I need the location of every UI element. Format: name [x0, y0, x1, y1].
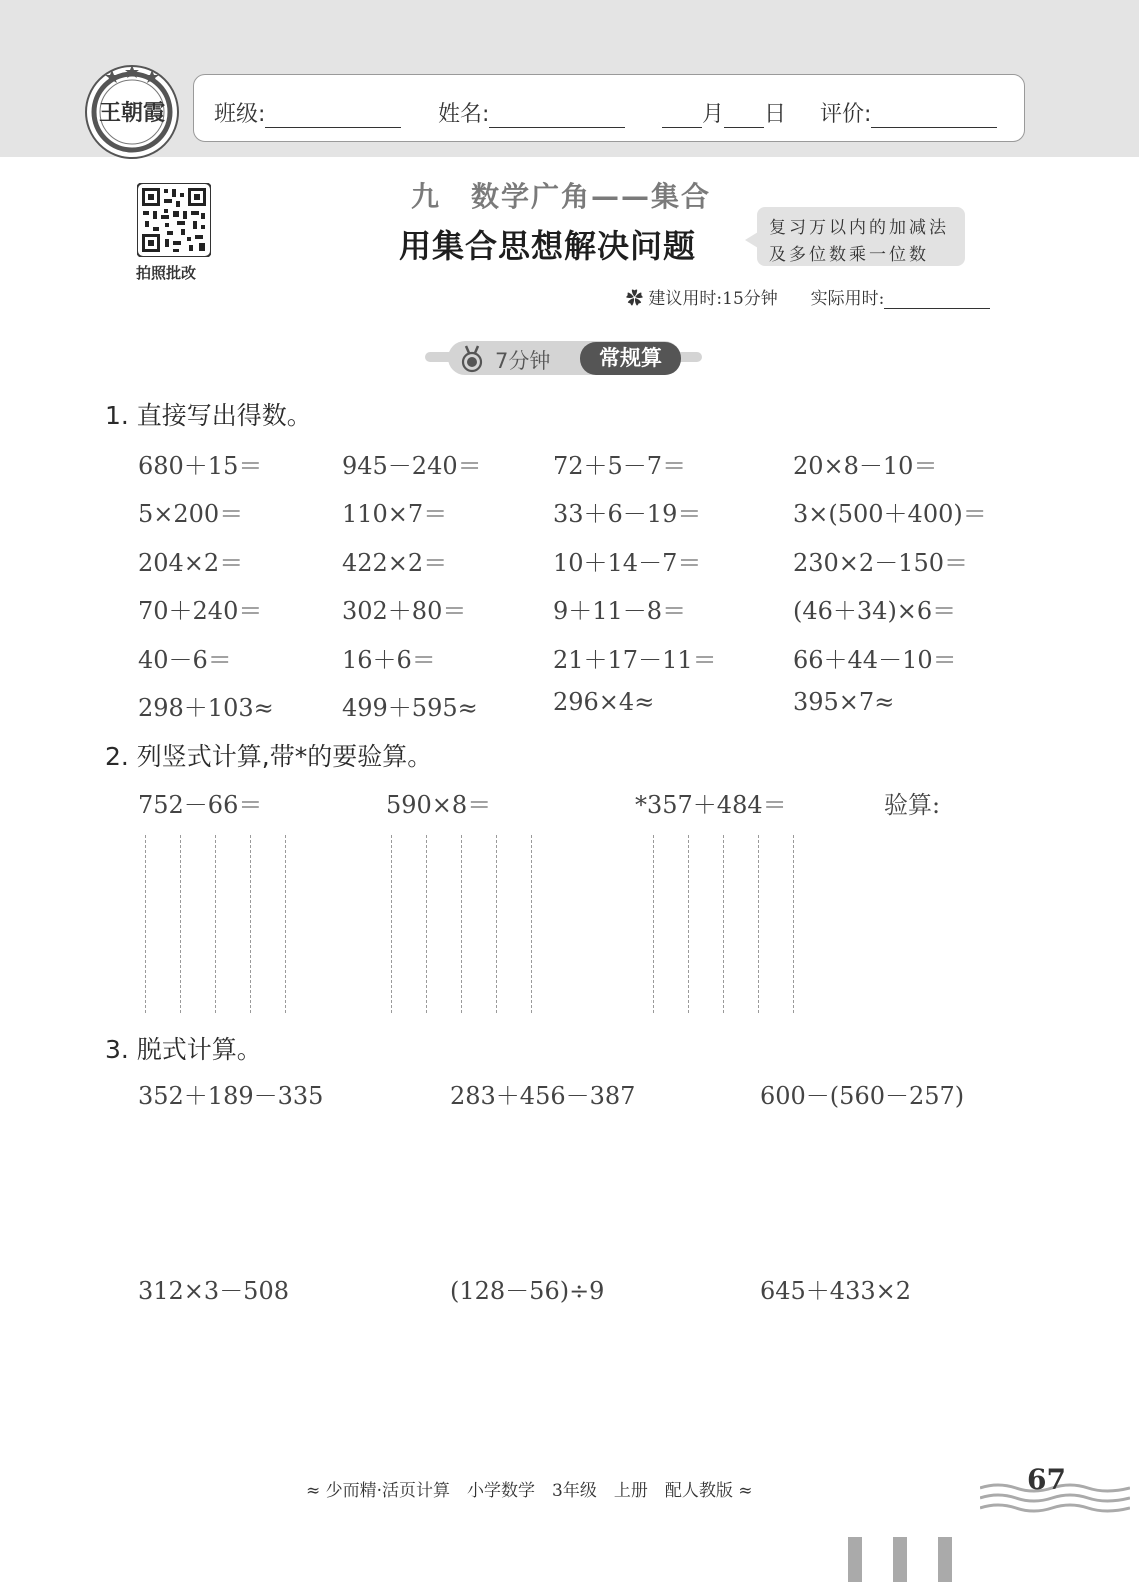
name-field[interactable]	[438, 97, 625, 128]
student-info-box	[193, 74, 1025, 142]
oral-item: (46＋34)×6＝	[793, 597, 957, 625]
check-label: 验算:	[884, 791, 941, 819]
work-column-line	[723, 835, 724, 1013]
work-column-line	[793, 835, 794, 1013]
work-column-line	[496, 835, 497, 1013]
medal-icon	[459, 345, 485, 377]
class-field[interactable]	[214, 97, 401, 128]
oral-item: 110×7＝	[342, 500, 448, 528]
stepwise-problem: (128－56)÷9	[450, 1277, 605, 1305]
section-1-title: 1. 直接写出得数。	[105, 401, 312, 430]
oral-item: 5×200＝	[138, 500, 244, 528]
oral-item: 66＋44－10＝	[793, 646, 957, 674]
oral-item: 72＋5－7＝	[553, 452, 687, 480]
class-label: 班级:	[214, 102, 266, 127]
svg-text:王朝霞: 王朝霞	[98, 100, 166, 126]
work-column-line	[391, 835, 392, 1013]
review-bubble	[757, 207, 965, 266]
edge-tab	[938, 1537, 952, 1582]
section-3-title: 3. 脱式计算。	[105, 1035, 262, 1064]
eval-blank[interactable]	[871, 103, 997, 128]
pill-badge: 常规算	[580, 342, 681, 375]
review-line-2: 及多位数乘一位数	[769, 245, 929, 265]
lesson-title: 用集合思想解决问题	[399, 227, 697, 265]
oral-item: 21＋17－11＝	[553, 646, 717, 674]
work-column-line	[461, 835, 462, 1013]
stepwise-problem: 600－(560－257)	[760, 1082, 965, 1110]
stepwise-problem: 352＋189－335	[138, 1082, 324, 1110]
class-blank[interactable]	[265, 103, 401, 128]
day-label: 日	[764, 102, 787, 127]
review-line-1: 复习万以内的加减法	[769, 218, 949, 238]
month-label: 月	[702, 102, 725, 127]
page-number: 67	[1027, 1463, 1066, 1496]
work-column-line	[285, 835, 286, 1013]
pill-time: 7分钟	[495, 349, 551, 373]
qr-code[interactable]	[137, 183, 211, 257]
footer-text: ≈ 少而精·活页计算 小学数学 3年级 上册 配人教版 ≈	[306, 1481, 753, 1501]
stepwise-problem: 312×3－508	[138, 1277, 289, 1305]
oral-item: 70＋240＝	[138, 597, 263, 625]
actual-time-blank[interactable]	[884, 290, 990, 309]
work-column-line	[531, 835, 532, 1013]
work-column-line	[250, 835, 251, 1013]
oral-item: 302＋80＝	[342, 597, 467, 625]
oral-item: 10＋14－7＝	[553, 549, 702, 577]
time-row	[626, 284, 990, 309]
work-column-line	[653, 835, 654, 1013]
oral-item: 945－240＝	[342, 452, 482, 480]
month-blank[interactable]	[662, 103, 702, 128]
actual-time-label: 实际用时:	[810, 289, 885, 309]
section-2-title: 2. 列竖式计算,带*的要验算。	[105, 742, 433, 771]
day-blank[interactable]	[724, 103, 764, 128]
suggested-time: 建议用时:15分钟	[648, 289, 778, 309]
stepwise-problem: 645＋433×2	[760, 1277, 911, 1305]
oral-item: 9＋11－8＝	[553, 597, 687, 625]
work-column-line	[758, 835, 759, 1013]
oral-item: 204×2＝	[138, 549, 244, 577]
work-column-line	[688, 835, 689, 1013]
oral-item: 395×7≈	[793, 688, 895, 716]
oral-item: 33＋6－19＝	[553, 500, 702, 528]
stepwise-problem: 283＋456－387	[450, 1082, 636, 1110]
eval-field[interactable]	[820, 97, 997, 128]
vertical-calc-problem: 752－66＝	[138, 791, 263, 819]
oral-item: 20×8－10＝	[793, 452, 938, 480]
oral-item: 298＋103≈	[138, 694, 274, 722]
work-column-line	[180, 835, 181, 1013]
name-label: 姓名:	[438, 102, 490, 127]
publisher-logo	[84, 64, 180, 160]
unit-title: 九 数学广角——集合	[411, 180, 712, 213]
eval-label: 评价:	[820, 102, 872, 127]
oral-item: 422×2＝	[342, 549, 448, 577]
qr-caption: 拍照批改	[136, 264, 197, 282]
oral-item: 40－6＝	[138, 646, 232, 674]
oral-item: 16＋6＝	[342, 646, 436, 674]
oral-item: 296×4≈	[553, 688, 655, 716]
gear-icon: ✿	[626, 289, 643, 309]
vertical-calc-problem: 590×8＝	[386, 791, 492, 819]
edge-tab	[893, 1537, 907, 1582]
work-column-line	[215, 835, 216, 1013]
vertical-calc-problem: *357＋484＝	[635, 791, 787, 819]
oral-item: 230×2－150＝	[793, 549, 968, 577]
edge-tab	[848, 1537, 862, 1582]
oral-item: 3×(500＋400)＝	[793, 500, 987, 528]
date-field[interactable]	[662, 97, 786, 128]
oral-item: 680＋15＝	[138, 452, 263, 480]
oral-item: 499＋595≈	[342, 694, 478, 722]
name-blank[interactable]	[489, 103, 625, 128]
work-column-line	[145, 835, 146, 1013]
work-column-line	[426, 835, 427, 1013]
